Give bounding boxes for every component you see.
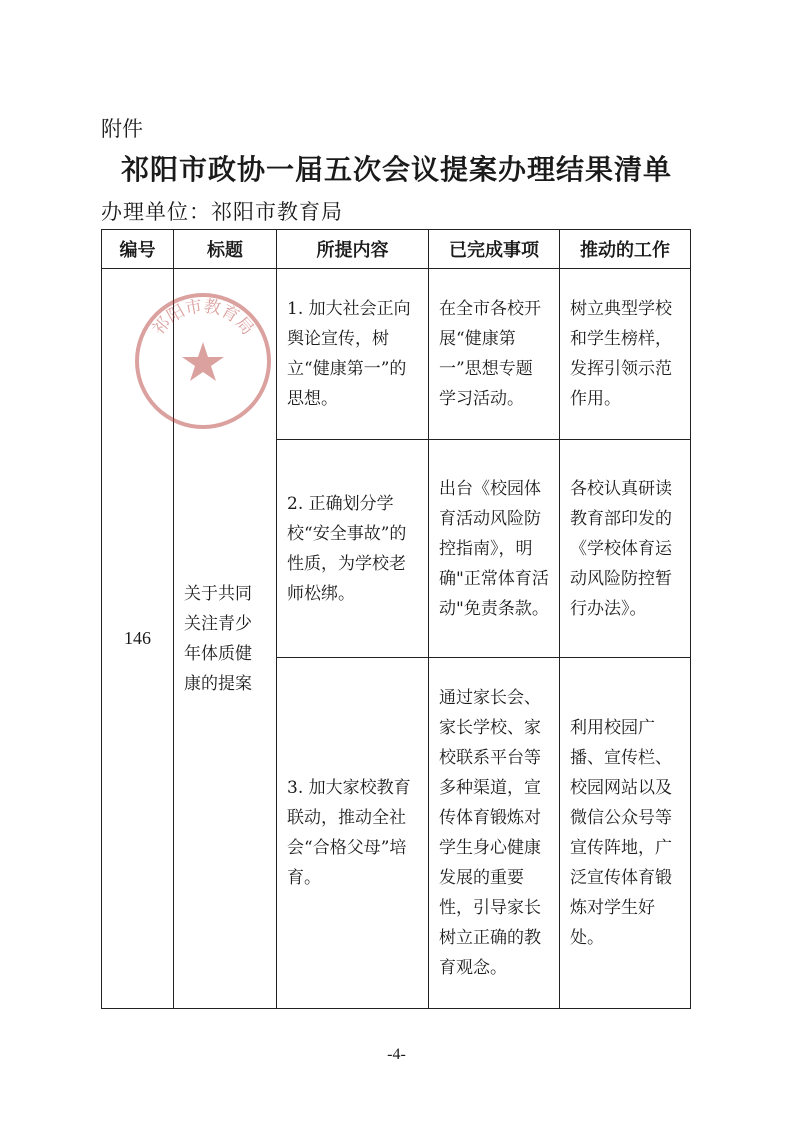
table-header-row [102, 230, 691, 269]
header-content: 所提内容 [277, 230, 429, 269]
promoted-text: 利用校园广播、宣传栏、校园网站以及微信公众号等宣传阵地，广泛宣传体育锻炼对学生好处。 [570, 718, 672, 948]
promoted-cell [560, 269, 691, 440]
promoted-text: 各校认真研读教育部印发的《学校体育运动风险防控暂行办法》。 [570, 478, 672, 619]
table-row [102, 269, 691, 440]
content-cell [277, 440, 429, 658]
completed-cell [429, 440, 560, 658]
page-number: -4- [387, 1046, 406, 1063]
content-cell [277, 658, 429, 1009]
proposal-title: 关于共同关注青少年体质健康的提案 [184, 583, 252, 694]
promoted-cell [560, 658, 691, 1009]
attachment-label: 附件 [101, 117, 143, 141]
proposal-title-cell [174, 269, 277, 1009]
completed-text: 在全市各校开展“健康第一”思想专题学习活动。 [439, 299, 541, 409]
proposal-table [101, 229, 691, 1009]
header-title: 标题 [174, 230, 277, 269]
promoted-cell [560, 440, 691, 658]
content-text: 3. 加大家校教育联动，推动全社会“合格父母”培育。 [287, 778, 411, 888]
header-number: 编号 [102, 230, 174, 269]
content-cell [277, 269, 429, 440]
document-title: 祁阳市政协一届五次会议提案办理结果清单 [120, 153, 672, 186]
seal-text: 祁阳市教育局 [148, 296, 258, 340]
completed-cell [429, 269, 560, 440]
completed-text: 通过家长会、家长学校、家校联系平台等多种渠道，宣传体育锻炼对学生身心健康发展的重要性，引导家长树立正确的教育观念。 [439, 688, 541, 978]
completed-cell [429, 658, 560, 1009]
promoted-text: 树立典型学校和学生榜样，发挥引领示范作用。 [570, 299, 672, 409]
content-text: 2. 正确划分学校“安全事故”的性质，为学校老师松绑。 [287, 493, 407, 604]
handling-unit: 办理单位：祁阳市教育局 [101, 200, 343, 224]
completed-text: 出台《校园体育活动风险防控指南》，明确"正常体育活动"免责条款。 [439, 478, 549, 619]
header-promoted: 推动的工作 [560, 230, 691, 269]
content-text: 1. 加大社会正向舆论宣传，树立“健康第一”的思想。 [287, 299, 411, 409]
header-completed: 已完成事项 [429, 230, 560, 269]
proposal-number: 146 [102, 269, 174, 1009]
